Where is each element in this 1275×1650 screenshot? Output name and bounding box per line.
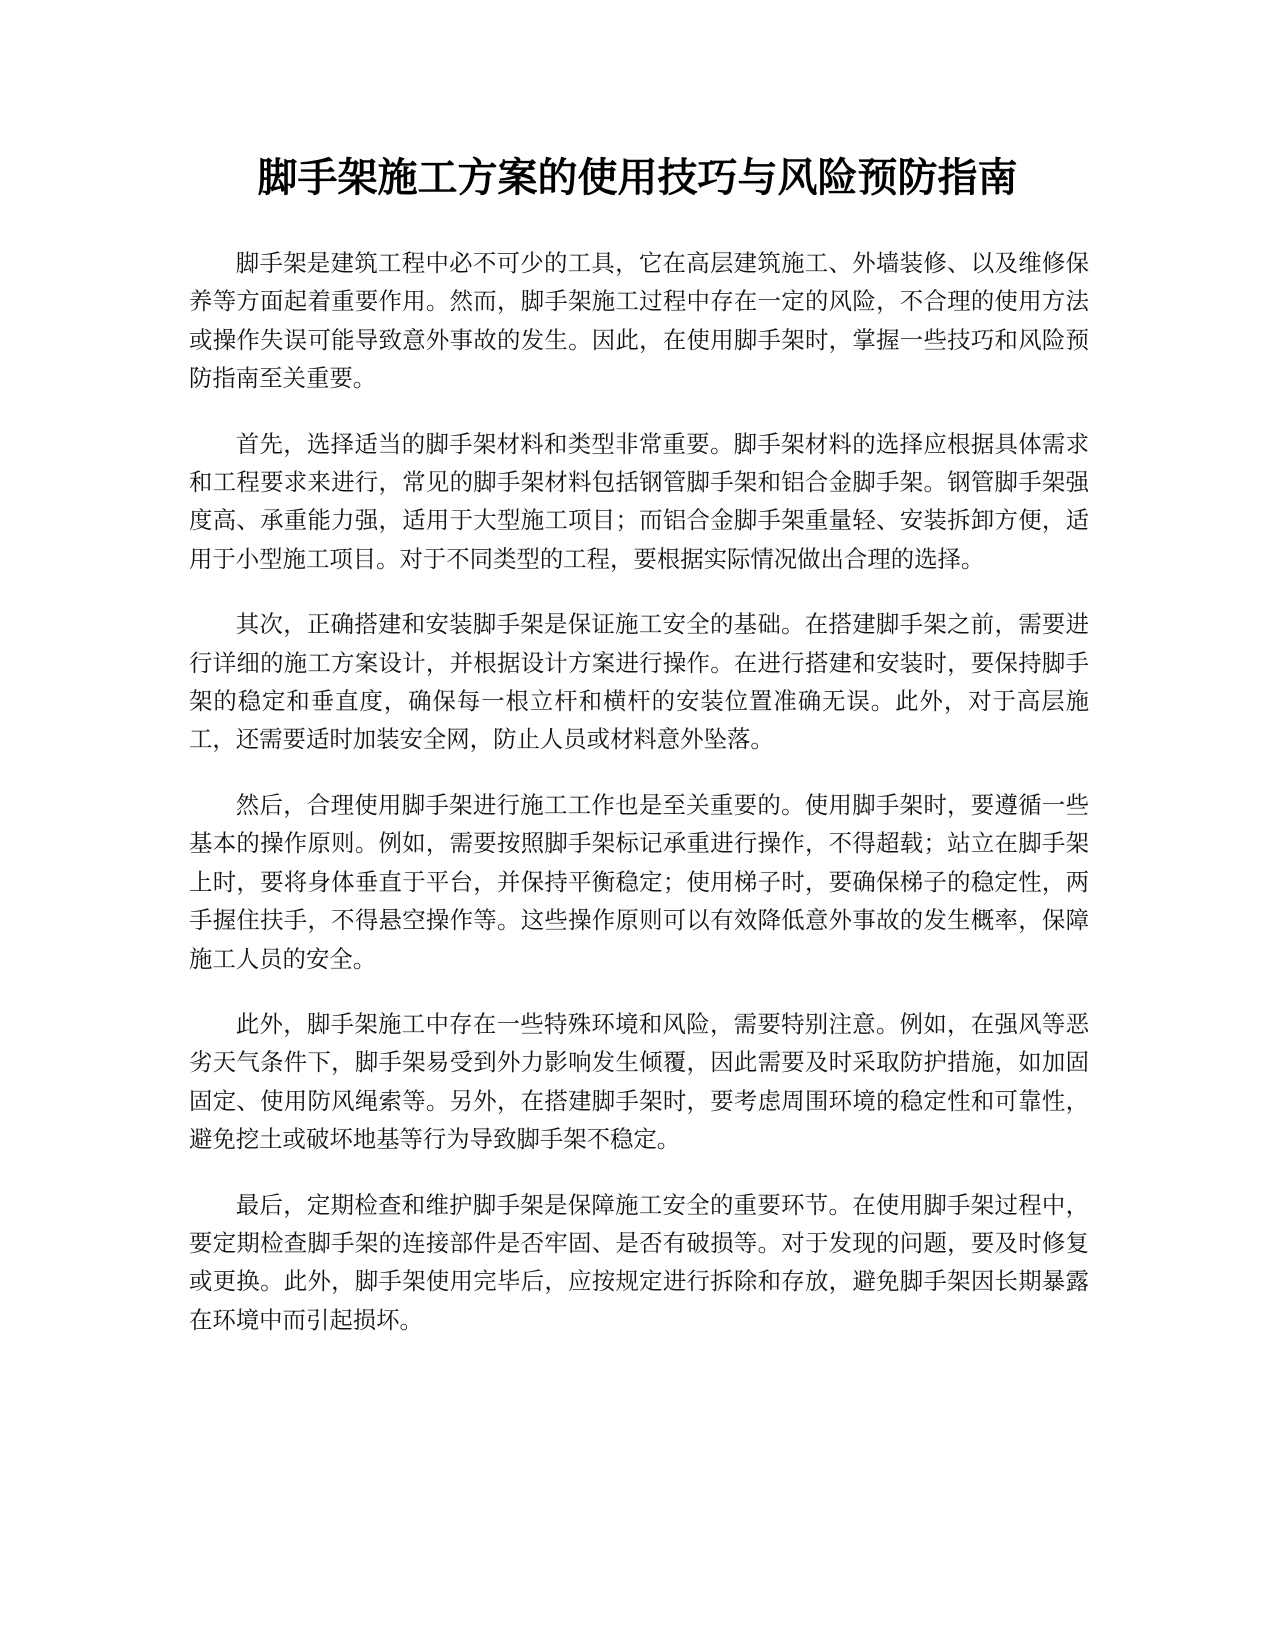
document-body [189, 244, 1089, 1366]
document-title: 脚手架施工方案的使用技巧与风险预防指南 [257, 155, 1018, 201]
paragraph-special-risks: 此外，脚手架施工中存在一些特殊环境和风险，需要特别注意。例如，在强风等恶劣天气条件下，脚手架易受到外力影响发生倾覆，因此需要及时采取防护措施，如加固固定、使用防风绳索等。另外，在搭建脚手架时，要考虑周围环境的稳定性和可靠性，避免挖土或破坏地基等行为导致脚手架不稳定。 [189, 1009, 1089, 1154]
paragraph-usage-principles: 然后，合理使用脚手架进行施工工作也是至关重要的。使用脚手架时，要遵循一些基本的操作原则。例如，需要按照脚手架标记承重进行操作，不得超载；站立在脚手架上时，要将身体垂直于平台，并保持平衡稳定；使用梯子时，要确保梯子的稳定性，两手握住扶手，不得悬空操作等。这些操作原则可以有效降低意外事故的发生概率，保障施工人员的安全。 [189, 790, 1089, 973]
paragraph-installation: 其次，正确搭建和安装脚手架是保证施工安全的基础。在搭建脚手架之前，需要进行详细的施工方案设计，并根据设计方案进行操作。在进行搭建和安装时，要保持脚手架的稳定和垂直度，确保每一根立杆和横杆的安装位置准确无误。此外，对于高层施工，还需要适时加装安全网，防止人员或材料意外坠落。 [189, 610, 1089, 754]
paragraph-inspection-maintenance: 最后，定期检查和维护脚手架是保障施工安全的重要环节。在使用脚手架过程中，要定期检查脚手架的连接部件是否牢固、是否有破损等。对于发现的问题，要及时修复或更换。此外，脚手架使用完毕后，应按规定进行拆除和存放，避免脚手架因长期暴露在环境中而引起损坏。 [189, 1190, 1089, 1334]
paragraph-material-selection: 首先，选择适当的脚手架材料和类型非常重要。脚手架材料的选择应根据具体需求和工程要求来进行，常见的脚手架材料包括钢管脚手架和铝合金脚手架。钢管脚手架强度高、承重能力强，适用于大型施工项目；而铝合金脚手架重量轻、安装拆卸方便，适用于小型施工项目。对于不同类型的工程，要根据实际情况做出合理的选择。 [189, 429, 1089, 573]
paragraph-intro: 脚手架是建筑工程中必不可少的工具，它在高层建筑施工、外墙装修、以及维修保养等方面起着重要作用。然而，脚手架施工过程中存在一定的风险，不合理的使用方法或操作失误可能导致意外事故的发生。因此，在使用脚手架时，掌握一些技巧和风险预防指南至关重要。 [189, 249, 1089, 393]
